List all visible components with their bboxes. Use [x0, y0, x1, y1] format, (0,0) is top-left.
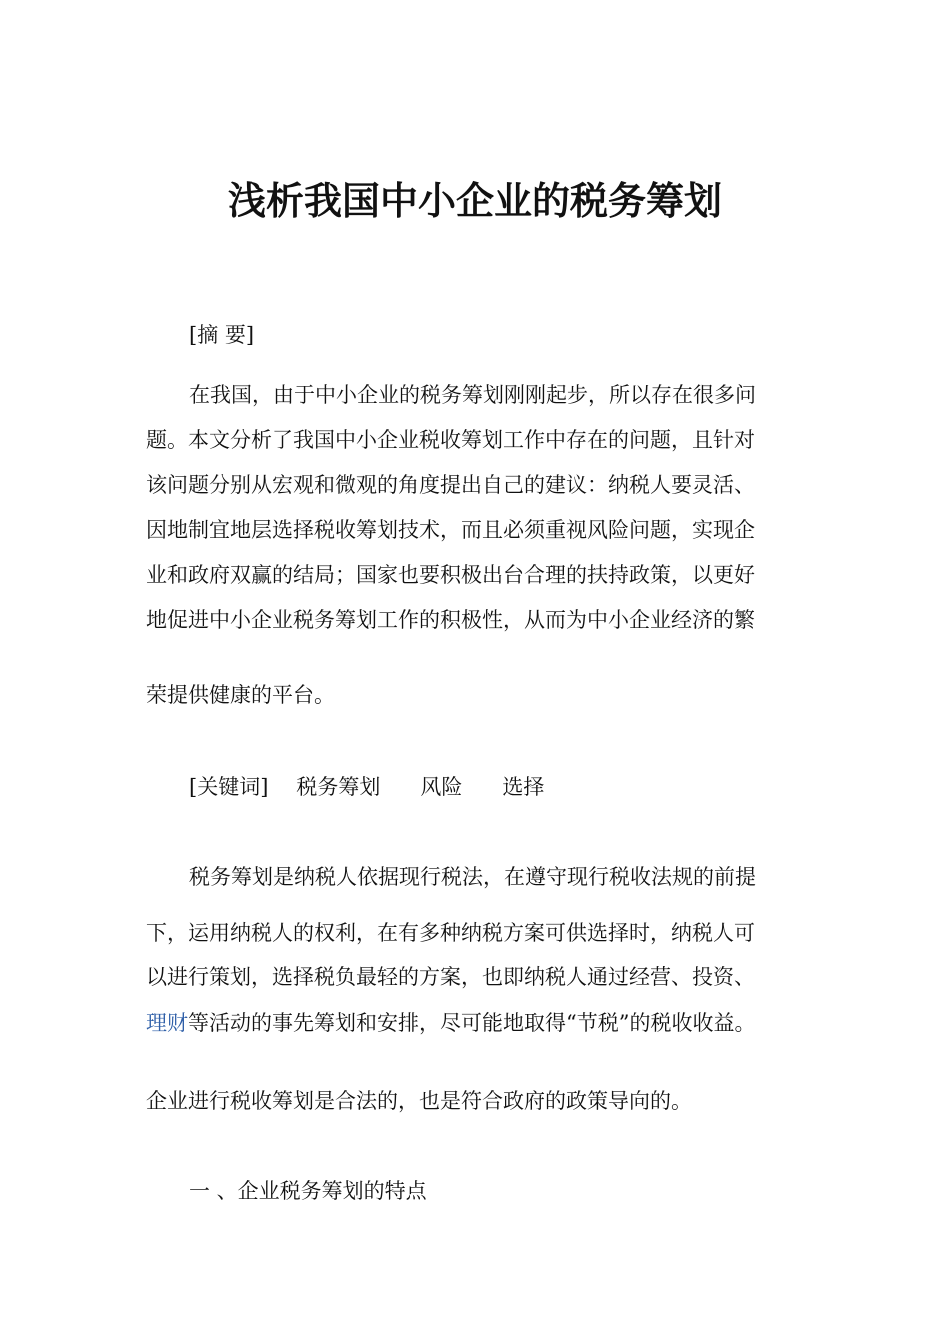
keyword-item: 风险 [420, 775, 463, 799]
section-heading: 一 、企业税务筹划的特点 [189, 1179, 427, 1203]
intro-line: 下，运用纳税人的权利，在有多种纳税方案可供选择时，纳税人可 [146, 921, 755, 945]
keywords-row [189, 772, 544, 802]
abstract-heading: [摘 要] [189, 323, 255, 347]
abstract-line: 该问题分别从宏观和微观的角度提出自己的建议：纳税人要灵活、 [146, 473, 755, 497]
abstract-line: 在我国，由于中小企业的税务筹划刚刚起步，所以存在很多问 [189, 383, 756, 407]
abstract-line: 地促进中小企业税务筹划工作的积极性，从而为中小企业经济的繁 [146, 608, 755, 632]
finance-link[interactable]: 理财 [146, 1011, 188, 1035]
intro-line: 企业进行税收筹划是合法的，也是符合政府的政策导向的。 [146, 1089, 692, 1113]
abstract-line: 业和政府双赢的结局；国家也要积极出台合理的扶持政策，以更好 [146, 563, 755, 587]
intro-line [146, 1008, 755, 1038]
keyword-item: 税务筹划 [296, 775, 381, 799]
keywords-label: [关键词] [189, 775, 269, 799]
abstract-line: 题。本文分析了我国中小企业税收筹划工作中存在的问题，且针对 [146, 428, 755, 452]
intro-line-rest: 等活动的事先筹划和安排，尽可能地取得“节税”的税收收益。 [188, 1011, 756, 1035]
abstract-line: 荣提供健康的平台。 [146, 683, 335, 707]
intro-line: 税务筹划是纳税人依据现行税法，在遵守现行税收法规的前提 [189, 865, 756, 889]
intro-line: 以进行策划，选择税负最轻的方案，也即纳税人通过经营、投资、 [146, 965, 755, 989]
abstract-line: 因地制宜地层选择税收筹划技术，而且必须重视风险问题，实现企 [146, 518, 755, 542]
document-title: 浅析我国中小企业的税务筹划 [227, 179, 722, 223]
keyword-item: 选择 [502, 775, 545, 799]
